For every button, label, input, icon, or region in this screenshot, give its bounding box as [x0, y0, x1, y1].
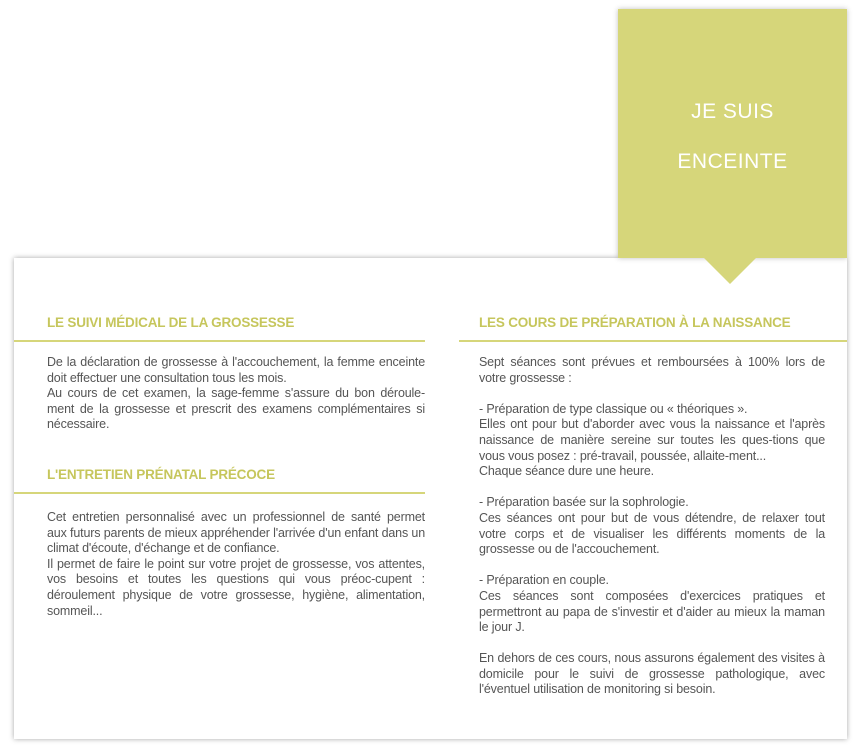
- text-entretien-prenatal: [47, 510, 425, 619]
- sophro-desc: Ces séances ont pour but de vous détendre, de relaxer tout votre corps et de visualiser les différents moments de la grossesse ou de l'accouchement.: [479, 510, 825, 557]
- banner-title-line1: JE SUIS: [691, 100, 774, 123]
- text-suivi-medical: [47, 355, 425, 433]
- paragraph: Il permet de faire le point sur votre projet de grossesse, vos attentes, vos besoins et toutes les questions qui vous préoc-cupent : déroulement physique de votre grossesse, hygiène, alimentation, sommeil...: [47, 556, 425, 618]
- sophro-title: - Préparation basée sur la sophrologie.: [479, 495, 689, 510]
- banner-title-line2: ENCEINTE: [677, 150, 788, 173]
- intro-text: Sept séances sont prévues et remboursées à 100% lors de votre grossesse :: [479, 355, 825, 385]
- divider-suivi-medical: [14, 340, 425, 342]
- section-suivi-medical: [47, 315, 425, 330]
- outro-text: En dehors de ces cours, nous assurons également des visites à domicile pour le suivi de grossesse pathologique, avec l'éventuel utilisation de monitoring si besoin.: [479, 651, 825, 697]
- content-card: [14, 258, 847, 739]
- divider-cours-preparation: [459, 340, 847, 342]
- heading-suivi-medical: LE SUIVI MÉDICAL DE LA GROSSESSE: [47, 315, 295, 330]
- section-cours-preparation: [479, 315, 857, 330]
- heading-entretien-prenatal: L'ENTRETIEN PRÉNATAL PRÉCOCE: [47, 467, 275, 482]
- paragraph: De la déclaration de grossesse à l'accouchement, la femme enceinte doit effectuer une consultation tous les mois.: [47, 355, 425, 385]
- couple-title: - Préparation en couple.: [479, 573, 609, 588]
- section-entretien-prenatal: [47, 467, 425, 482]
- classic-duration: Chaque séance dure une heure.: [479, 464, 654, 479]
- paragraph: Au cours de cet examen, la sage-femme s'assure du bon déroule-ment de la grossesse et prescrit des examens complémentaires si nécessaire.: [47, 386, 425, 432]
- heading-cours-preparation: LES COURS DE PRÉPARATION À LA NAISSANCE: [479, 315, 791, 330]
- banner-pointer-icon: [703, 257, 757, 284]
- text-cours-preparation: [479, 355, 825, 698]
- banner-title: [618, 87, 847, 187]
- paragraph: Cet entretien personnalisé avec un professionnel de santé permet aux futurs parents de mieux appréhender l'arrivée d'un enfant dans un climat d'écoute, d'échange et de confiance.: [47, 510, 426, 556]
- couple-desc: Ces séances sont composées d'exercices pratiques et permettront au papa de s'investir et d'aider au mieux la maman le jour J.: [479, 588, 825, 635]
- divider-entretien-prenatal: [14, 492, 425, 494]
- classic-title: - Préparation de type classique ou « théoriques ».: [479, 401, 748, 416]
- classic-desc: Elles ont pour but d'aborder avec vous la naissance et l'après naissance de manière sereine sur toutes les ques-tions que vous vous posez : pré-travail, poussée, allaite-ment...: [479, 417, 825, 463]
- title-banner: [618, 9, 847, 258]
